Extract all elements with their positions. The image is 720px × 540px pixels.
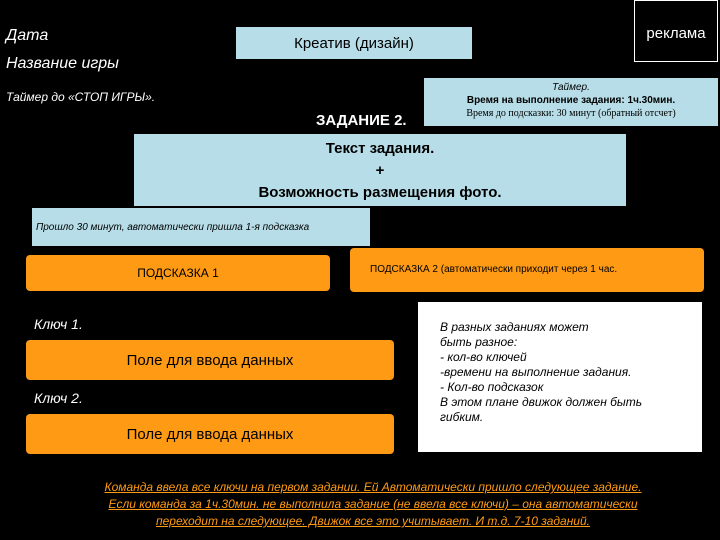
ad-label: реклама: [646, 25, 706, 42]
task-text: Текст задания.: [325, 140, 435, 157]
note-line: - Кол-во подсказок: [440, 380, 544, 394]
note-line: - кол-во ключей: [440, 350, 527, 364]
note-line: В этом плане движок должен быть: [440, 395, 643, 409]
note-line: -времени на выполнение задания.: [440, 365, 632, 379]
engine-note-box: [418, 302, 702, 452]
hint-1-button[interactable]: [26, 255, 330, 291]
hint-2-button[interactable]: [350, 248, 704, 292]
task-photo-text: Возможность размещения фото.: [258, 184, 502, 201]
creative-design-box: [236, 27, 472, 59]
hint-passed-text: Прошло 30 минут, автоматически пришла 1-я подсказка: [36, 222, 310, 233]
key-1-input[interactable]: [26, 340, 394, 380]
task-plus: +: [375, 162, 385, 179]
key-2-label: Ключ 2.: [34, 390, 83, 406]
footer-line: переходит на следующее. Движок все это учитывает. И т.д. 7-10 заданий.: [156, 514, 590, 528]
key-1-label: Ключ 1.: [34, 316, 83, 332]
hint-passed-note: [32, 208, 370, 246]
game-name-label: Название игры: [6, 55, 119, 72]
exec-time-text: Время на выполнение задания: 1ч.30мин.: [466, 95, 676, 106]
date-label: Дата: [6, 27, 49, 44]
task-title: ЗАДАНИЕ 2.: [316, 112, 407, 129]
hint-time-text: Время до подсказки: 30 минут (обратный отсчет): [466, 108, 676, 119]
hint-2-label: ПОДСКАЗКА 2 (автоматически приходит через 1 час.: [370, 264, 618, 275]
footer-line: Если команда за 1ч.30мин. не выполнила задание (не ввела все ключи) – она автоматически: [108, 497, 638, 511]
note-line: гибким.: [440, 410, 484, 424]
task-box: [134, 134, 626, 206]
key-2-input[interactable]: [26, 414, 394, 454]
timer-box: [424, 78, 718, 126]
key-1-input-label: Поле для ввода данных: [126, 351, 294, 369]
footer-line: Команда ввела все ключи на первом задании. Ей Автоматически пришло следующее задание.: [104, 480, 642, 494]
timer-label: Таймер.: [552, 82, 590, 93]
creative-design-label: Креатив (дизайн): [294, 34, 414, 52]
hint-1-label: ПОДСКАЗКА 1: [137, 266, 219, 280]
note-line: быть разное:: [440, 335, 518, 349]
footer-note: [40, 479, 706, 530]
stop-timer-label: Таймер до «СТОП ИГРЫ».: [6, 90, 156, 104]
ad-box: [634, 0, 718, 62]
key-2-input-label: Поле для ввода данных: [126, 425, 294, 443]
note-line: В разных заданиях может: [440, 320, 589, 334]
